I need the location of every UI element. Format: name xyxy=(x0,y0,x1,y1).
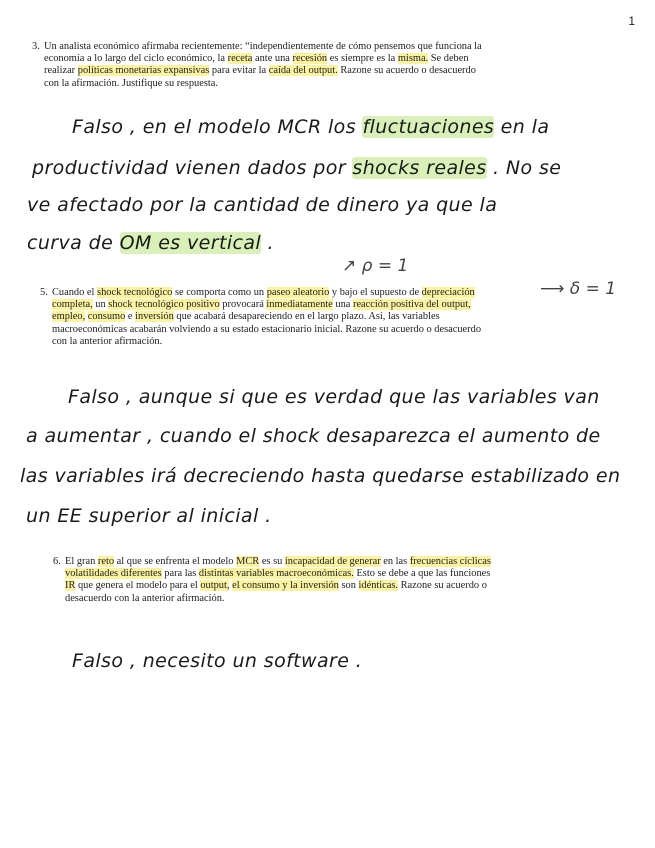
text-segment: Falso , aunque si que es verdad que las variables van xyxy=(68,386,600,408)
text-line xyxy=(52,287,481,299)
text-segment: Razone su acuerdo o desacuerdo xyxy=(337,65,476,77)
highlighted-text: recesión xyxy=(292,53,328,65)
text-segment: curva de xyxy=(27,232,120,254)
highlighted-text: políticas monetarias expansivas xyxy=(77,65,210,77)
highlighted-text: volatilidades diferentes xyxy=(65,568,162,580)
text-segment: Razone su acuerdo o xyxy=(398,580,487,592)
text-segment: las variables irá decreciendo hasta quedarse estabilizado en xyxy=(20,465,621,487)
text-segment: realizar xyxy=(44,65,78,77)
text-segment: un xyxy=(92,299,109,311)
highlighted-text: el consumo y la inversión xyxy=(232,580,339,592)
highlighted-text: inmediatamente xyxy=(266,299,333,311)
highlighted-text: misma. xyxy=(397,53,429,65)
text-line xyxy=(44,78,482,90)
text-segment: que genera el modelo para el xyxy=(75,580,201,592)
question-text xyxy=(65,556,491,605)
text-segment: Falso , necesito un software . xyxy=(72,650,363,672)
text-segment: una xyxy=(332,299,353,311)
highlighted-text: idénticas. xyxy=(358,580,399,592)
question-5 xyxy=(40,287,482,348)
text-segment: y bajo el supuesto de xyxy=(329,287,422,298)
highlighted-text: IR xyxy=(65,580,76,592)
highlighted-text: paseo aleatorio xyxy=(266,287,330,298)
text-segment: con la anterior afirmación. xyxy=(52,335,163,347)
question-text xyxy=(52,287,481,348)
highlighted-text: shocks reales xyxy=(352,157,487,179)
highlighted-text: completa, xyxy=(52,299,93,311)
text-segment: que acabará desapareciendo en el largo plazo. Así, las variables xyxy=(173,311,440,323)
text-segment: . xyxy=(261,232,274,254)
highlighted-text: inversión xyxy=(135,311,174,323)
question-number: 3. xyxy=(32,41,40,52)
rho-annotation: ↗ ρ = 1 xyxy=(342,256,409,276)
handwritten-line xyxy=(32,157,561,179)
text-line xyxy=(65,580,491,592)
text-segment: Un analista económico afirmaba recientemente: “independientemente de cómo pensemos que funciona la xyxy=(44,41,482,52)
text-line xyxy=(65,593,491,605)
highlighted-text: reacción positiva del output, xyxy=(352,299,471,311)
highlighted-text: fluctuaciones xyxy=(362,116,495,138)
text-line xyxy=(44,65,482,77)
highlighted-text: depreciación xyxy=(421,287,475,298)
text-segment: con la afirmación. Justifique su respuesta. xyxy=(44,77,218,89)
text-line xyxy=(65,568,491,580)
text-segment: . No se xyxy=(486,157,562,179)
question-text xyxy=(44,41,482,90)
text-segment: Cuando el xyxy=(52,287,98,298)
text-segment: en la xyxy=(494,116,550,138)
handwritten-line xyxy=(72,650,362,672)
handwritten-line xyxy=(20,465,620,487)
text-segment: productividad vienen dados por xyxy=(32,157,353,179)
handwritten-line xyxy=(27,232,274,254)
text-line xyxy=(52,299,481,311)
text-segment: al que se enfrenta el modelo xyxy=(114,556,237,567)
text-segment: economía a lo largo del ciclo económico, la xyxy=(44,53,228,65)
text-segment: se comporta como un xyxy=(172,287,267,298)
text-segment: El gran xyxy=(65,556,98,567)
question-3 xyxy=(32,41,482,90)
highlighted-text: empleo, xyxy=(52,311,86,323)
highlighted-text: consumo xyxy=(87,311,126,323)
text-segment: Esto se debe a que las funciones xyxy=(353,568,491,580)
page-number: 1 xyxy=(628,14,635,28)
highlighted-text: incapacidad de generar xyxy=(284,556,381,567)
text-line xyxy=(65,556,491,568)
text-segment: para evitar la xyxy=(209,65,269,77)
text-line xyxy=(52,311,481,323)
handwritten-line xyxy=(27,194,497,216)
text-segment: macroeconómicas acabarán volviendo a su estado estacionario inicial. Razone su acuerdo o desacuerdo xyxy=(52,323,482,335)
text-segment: desacuerdo con la anterior afirmación. xyxy=(65,592,225,604)
highlighted-text: output, xyxy=(200,580,230,592)
question-number: 6. xyxy=(53,556,61,567)
highlighted-text: caída del output. xyxy=(268,65,338,77)
handwritten-line xyxy=(26,425,601,447)
highlighted-text: shock tecnológico xyxy=(97,287,173,298)
highlighted-text: MCR xyxy=(236,556,260,567)
text-segment: a aumentar , cuando el shock desaparezca el aumento de xyxy=(26,425,601,447)
text-segment: provocará xyxy=(219,299,267,311)
text-segment: son xyxy=(338,580,359,592)
highlighted-text: receta xyxy=(227,53,253,65)
question-6 xyxy=(53,556,491,605)
text-segment: para las xyxy=(161,568,199,580)
handwritten-line xyxy=(72,116,549,138)
delta-annotation: ⟶ δ = 1 xyxy=(540,279,617,299)
text-segment: es su xyxy=(259,556,285,567)
text-line xyxy=(52,324,481,336)
highlighted-text: shock tecnológico positivo xyxy=(108,299,220,311)
handwritten-line xyxy=(26,505,272,527)
text-line xyxy=(52,336,481,348)
text-segment: en las xyxy=(380,556,410,567)
text-segment: un EE superior al inicial . xyxy=(26,505,272,527)
highlighted-text: reto xyxy=(97,556,115,567)
highlighted-text: distintas variables macroeconómicas. xyxy=(198,568,354,580)
text-segment: Falso , en el modelo MCR los xyxy=(72,116,363,138)
text-segment: ve afectado por la cantidad de dinero ya que la xyxy=(27,194,498,216)
text-segment: e xyxy=(125,311,136,323)
text-segment: ante una xyxy=(252,53,293,65)
text-line xyxy=(44,41,482,53)
highlighted-text: frecuencias cíclicas xyxy=(409,556,491,567)
text-line xyxy=(44,53,482,65)
highlighted-text: OM es vertical xyxy=(119,232,262,254)
text-segment: Se deben xyxy=(428,53,469,65)
handwritten-line xyxy=(68,386,600,408)
text-segment: es siempre es la xyxy=(327,53,398,65)
question-number: 5. xyxy=(40,287,48,298)
